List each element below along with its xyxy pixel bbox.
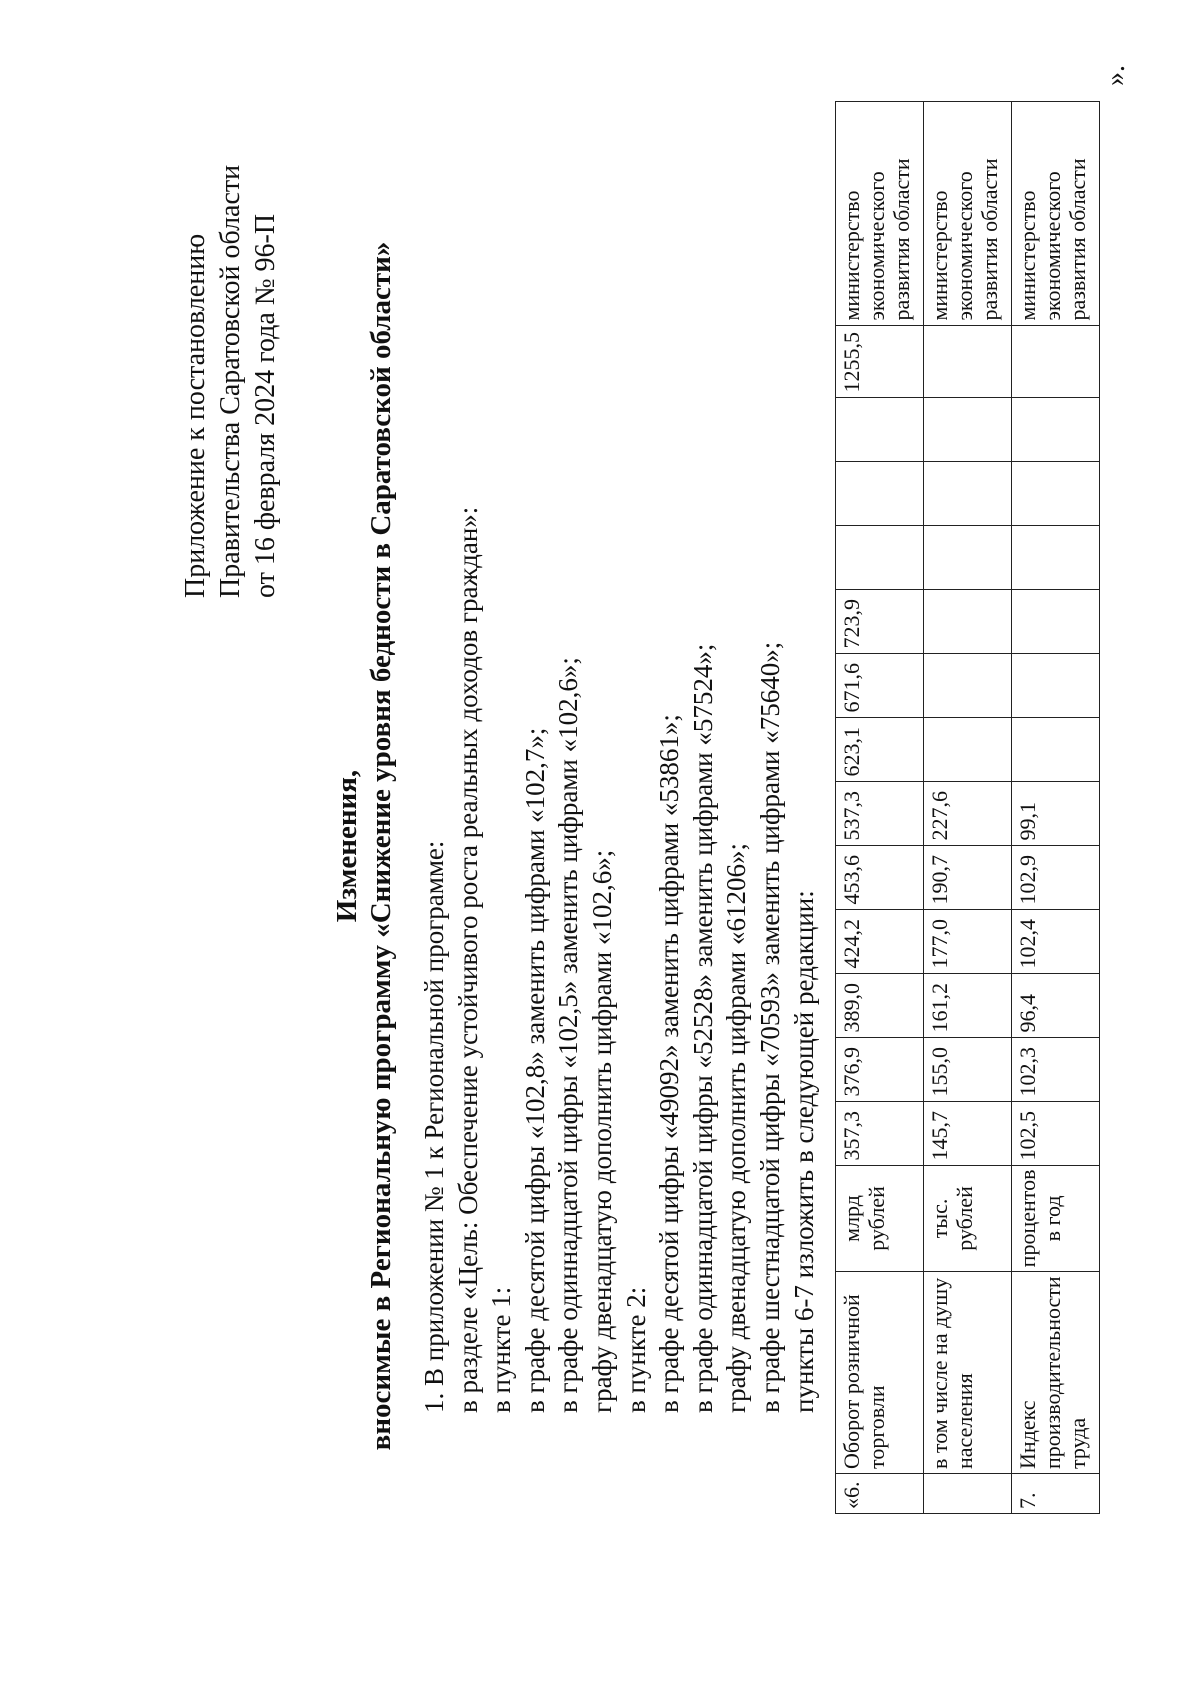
value-cell: 96,4: [1012, 973, 1100, 1037]
value-cell: 102,5: [1012, 1101, 1100, 1165]
value-cell: [836, 397, 924, 461]
value-cell: [924, 653, 1012, 717]
value-cell: [1012, 525, 1100, 589]
document-body: [418, 507, 821, 1446]
body-line: в пункте 1:: [486, 1286, 517, 1413]
unit-cell: тыс. рублей: [924, 1165, 1012, 1272]
value-cell: [836, 461, 924, 525]
value-cell: 357,3: [836, 1101, 924, 1165]
value-cell: [1012, 325, 1100, 397]
responsible-cell: министерство экономического развития области: [836, 101, 924, 325]
value-cell: 145,7: [924, 1101, 1012, 1165]
value-cell: [924, 717, 1012, 781]
header-line-2: Правительства Саратовской области: [215, 164, 246, 598]
value-cell: 723,9: [836, 589, 924, 653]
table-row: [924, 101, 1012, 1513]
body-line: в графе шестнадцатой цифры «70593» заменить цифрами «75640»;: [754, 641, 785, 1413]
body-line: 1. В приложении № 1 к Региональной программе:: [419, 840, 449, 1413]
header-line-3: от 16 февраля 2024 года № 96-П: [250, 213, 281, 598]
value-cell: 1255,5: [836, 325, 924, 397]
value-cell: 102,9: [1012, 845, 1100, 909]
value-cell: [1012, 461, 1100, 525]
indicator-name-cell: в том числе на душу населения: [924, 1272, 1012, 1474]
body-line: графу двенадцатую дополнить цифрами «102,6»;: [586, 849, 617, 1413]
body-line: в графе одиннадцатой цифры «102,5» заменить цифрами «102,6»;: [553, 657, 584, 1413]
title-line-1: Изменения,: [331, 769, 363, 923]
body-line: в графе десятой цифры «102,8» заменить цифрами «102,7»;: [519, 727, 550, 1413]
indicator-name-cell: Оборот розничной торговли: [836, 1272, 924, 1474]
value-cell: [1012, 653, 1100, 717]
row-number-cell: 7.: [1012, 1474, 1100, 1514]
value-cell: [836, 525, 924, 589]
row-number-cell: «6.: [836, 1474, 924, 1514]
value-cell: 102,3: [1012, 1037, 1100, 1101]
body-line: в графе десятой цифры «49092» заменить цифрами «53861»;: [654, 714, 685, 1413]
value-cell: 227,6: [924, 781, 1012, 845]
value-cell: [924, 397, 1012, 461]
body-line: в пункте 2:: [620, 1286, 651, 1413]
value-cell: [924, 525, 1012, 589]
table-row: [1012, 101, 1100, 1513]
value-cell: [924, 589, 1012, 653]
value-cell: 389,0: [836, 973, 924, 1037]
closing-quote: ».: [1100, 65, 1131, 86]
value-cell: 190,7: [924, 845, 1012, 909]
value-cell: 161,2: [924, 973, 1012, 1037]
header-line-1: Приложение к постановлению: [180, 233, 211, 598]
table-row: [836, 101, 924, 1513]
value-cell: 376,9: [836, 1037, 924, 1101]
value-cell: 155,0: [924, 1037, 1012, 1101]
value-cell: [1012, 397, 1100, 461]
document-header: [178, 165, 283, 598]
title-line-2: вносимые в Региональную программу «Снижение уровня бедности в Саратовской области»: [365, 241, 397, 1451]
value-cell: 671,6: [836, 653, 924, 717]
value-cell: [924, 325, 1012, 397]
value-cell: [1012, 717, 1100, 781]
unit-cell: млрд рублей: [836, 1165, 924, 1272]
value-cell: 99,1: [1012, 781, 1100, 845]
row-number-cell: [924, 1474, 1012, 1514]
responsible-cell: министерство экономического развития области: [924, 101, 1012, 325]
value-cell: 453,6: [836, 845, 924, 909]
value-cell: [924, 461, 1012, 525]
unit-cell: процентов в год: [1012, 1165, 1100, 1272]
value-cell: [1012, 589, 1100, 653]
value-cell: 623,1: [836, 717, 924, 781]
value-cell: 177,0: [924, 909, 1012, 973]
responsible-cell: министерство экономического развития области: [1012, 101, 1100, 325]
body-line: пункты 6-7 изложить в следующей редакции:: [788, 890, 819, 1413]
document-title: [330, 156, 398, 1536]
body-line: в графе одиннадцатой цифры «52528» заменить цифрами «57524»;: [687, 643, 718, 1413]
value-cell: 424,2: [836, 909, 924, 973]
indicator-table: [835, 101, 1100, 1514]
value-cell: 537,3: [836, 781, 924, 845]
value-cell: 102,4: [1012, 909, 1100, 973]
indicator-name-cell: Индекс производительности труда: [1012, 1272, 1100, 1474]
body-line: в разделе «Цель: Обеспечение устойчивого роста реальных доходов граждан»:: [452, 506, 483, 1413]
body-line: графу двенадцатую дополнить цифрами «61206»;: [721, 843, 752, 1413]
